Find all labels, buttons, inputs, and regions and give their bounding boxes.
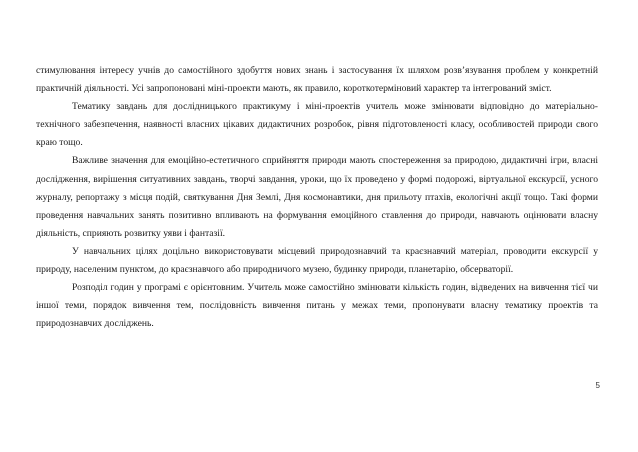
paragraph-3: Важливе значення для емоційно-естетичного сприйняття природи мають спостереження за природою, дидактичні ігри, власні дослідження, вирішення ситуативних завдань, творчі завдання, уроки, що їх проведено у формі подорожі, віртуальної екскурсії, усного журналу, репортажу з місця подій, святкування Дня Землі, Дня космонавтики, дня прильоту птахів, екологічні акції тощо. Такі форми проведення навчальних занять позитивно впливають на формування емоційного ставлення до природи, навчають оцінювати власну діяльність, сприяють розвитку уяви і фантазії.	[36, 155, 598, 239]
body-text	[36, 62, 598, 333]
page-number: 5	[595, 381, 600, 390]
paragraph-5: Розподіл годин у програмі є орієнтовним. Учитель може самостійно змінювати кількість годин, відведених на вивчення тієї чи іншої теми, порядок вивчення тем, послідовність вивчення питань у межах теми, пропонувати власну тематику проектів та природознавчих досліджень.	[36, 282, 598, 330]
paragraph-4: У навчальних цілях доцільно використовувати місцевий природознавчий та краєзнавчий матеріал, проводити екскурсії у природу, населеним пунктом, до краєзнавчого або природничого музею, будинку природи, планетарію, обсерваторії.	[36, 245, 598, 276]
paragraph-2: Тематику завдань для дослідницького практикуму і міні-проектів учитель може змінювати відповідно до матеріально-технічного забезпечення, наявності власних цікавих дидактичних розробок, рівня підготовленості класу, особливостей природи свого краю тощо.	[36, 101, 598, 149]
paragraph-1: стимулювання інтересу учнів до самостійного здобуття нових знань і застосування їх шляхом розв’язування проблем у конкретній практичній діяльності. Усі запропоновані міні-проекти мають, як правило, короткотерміновий характер та інтегрований зміст.	[36, 65, 598, 95]
